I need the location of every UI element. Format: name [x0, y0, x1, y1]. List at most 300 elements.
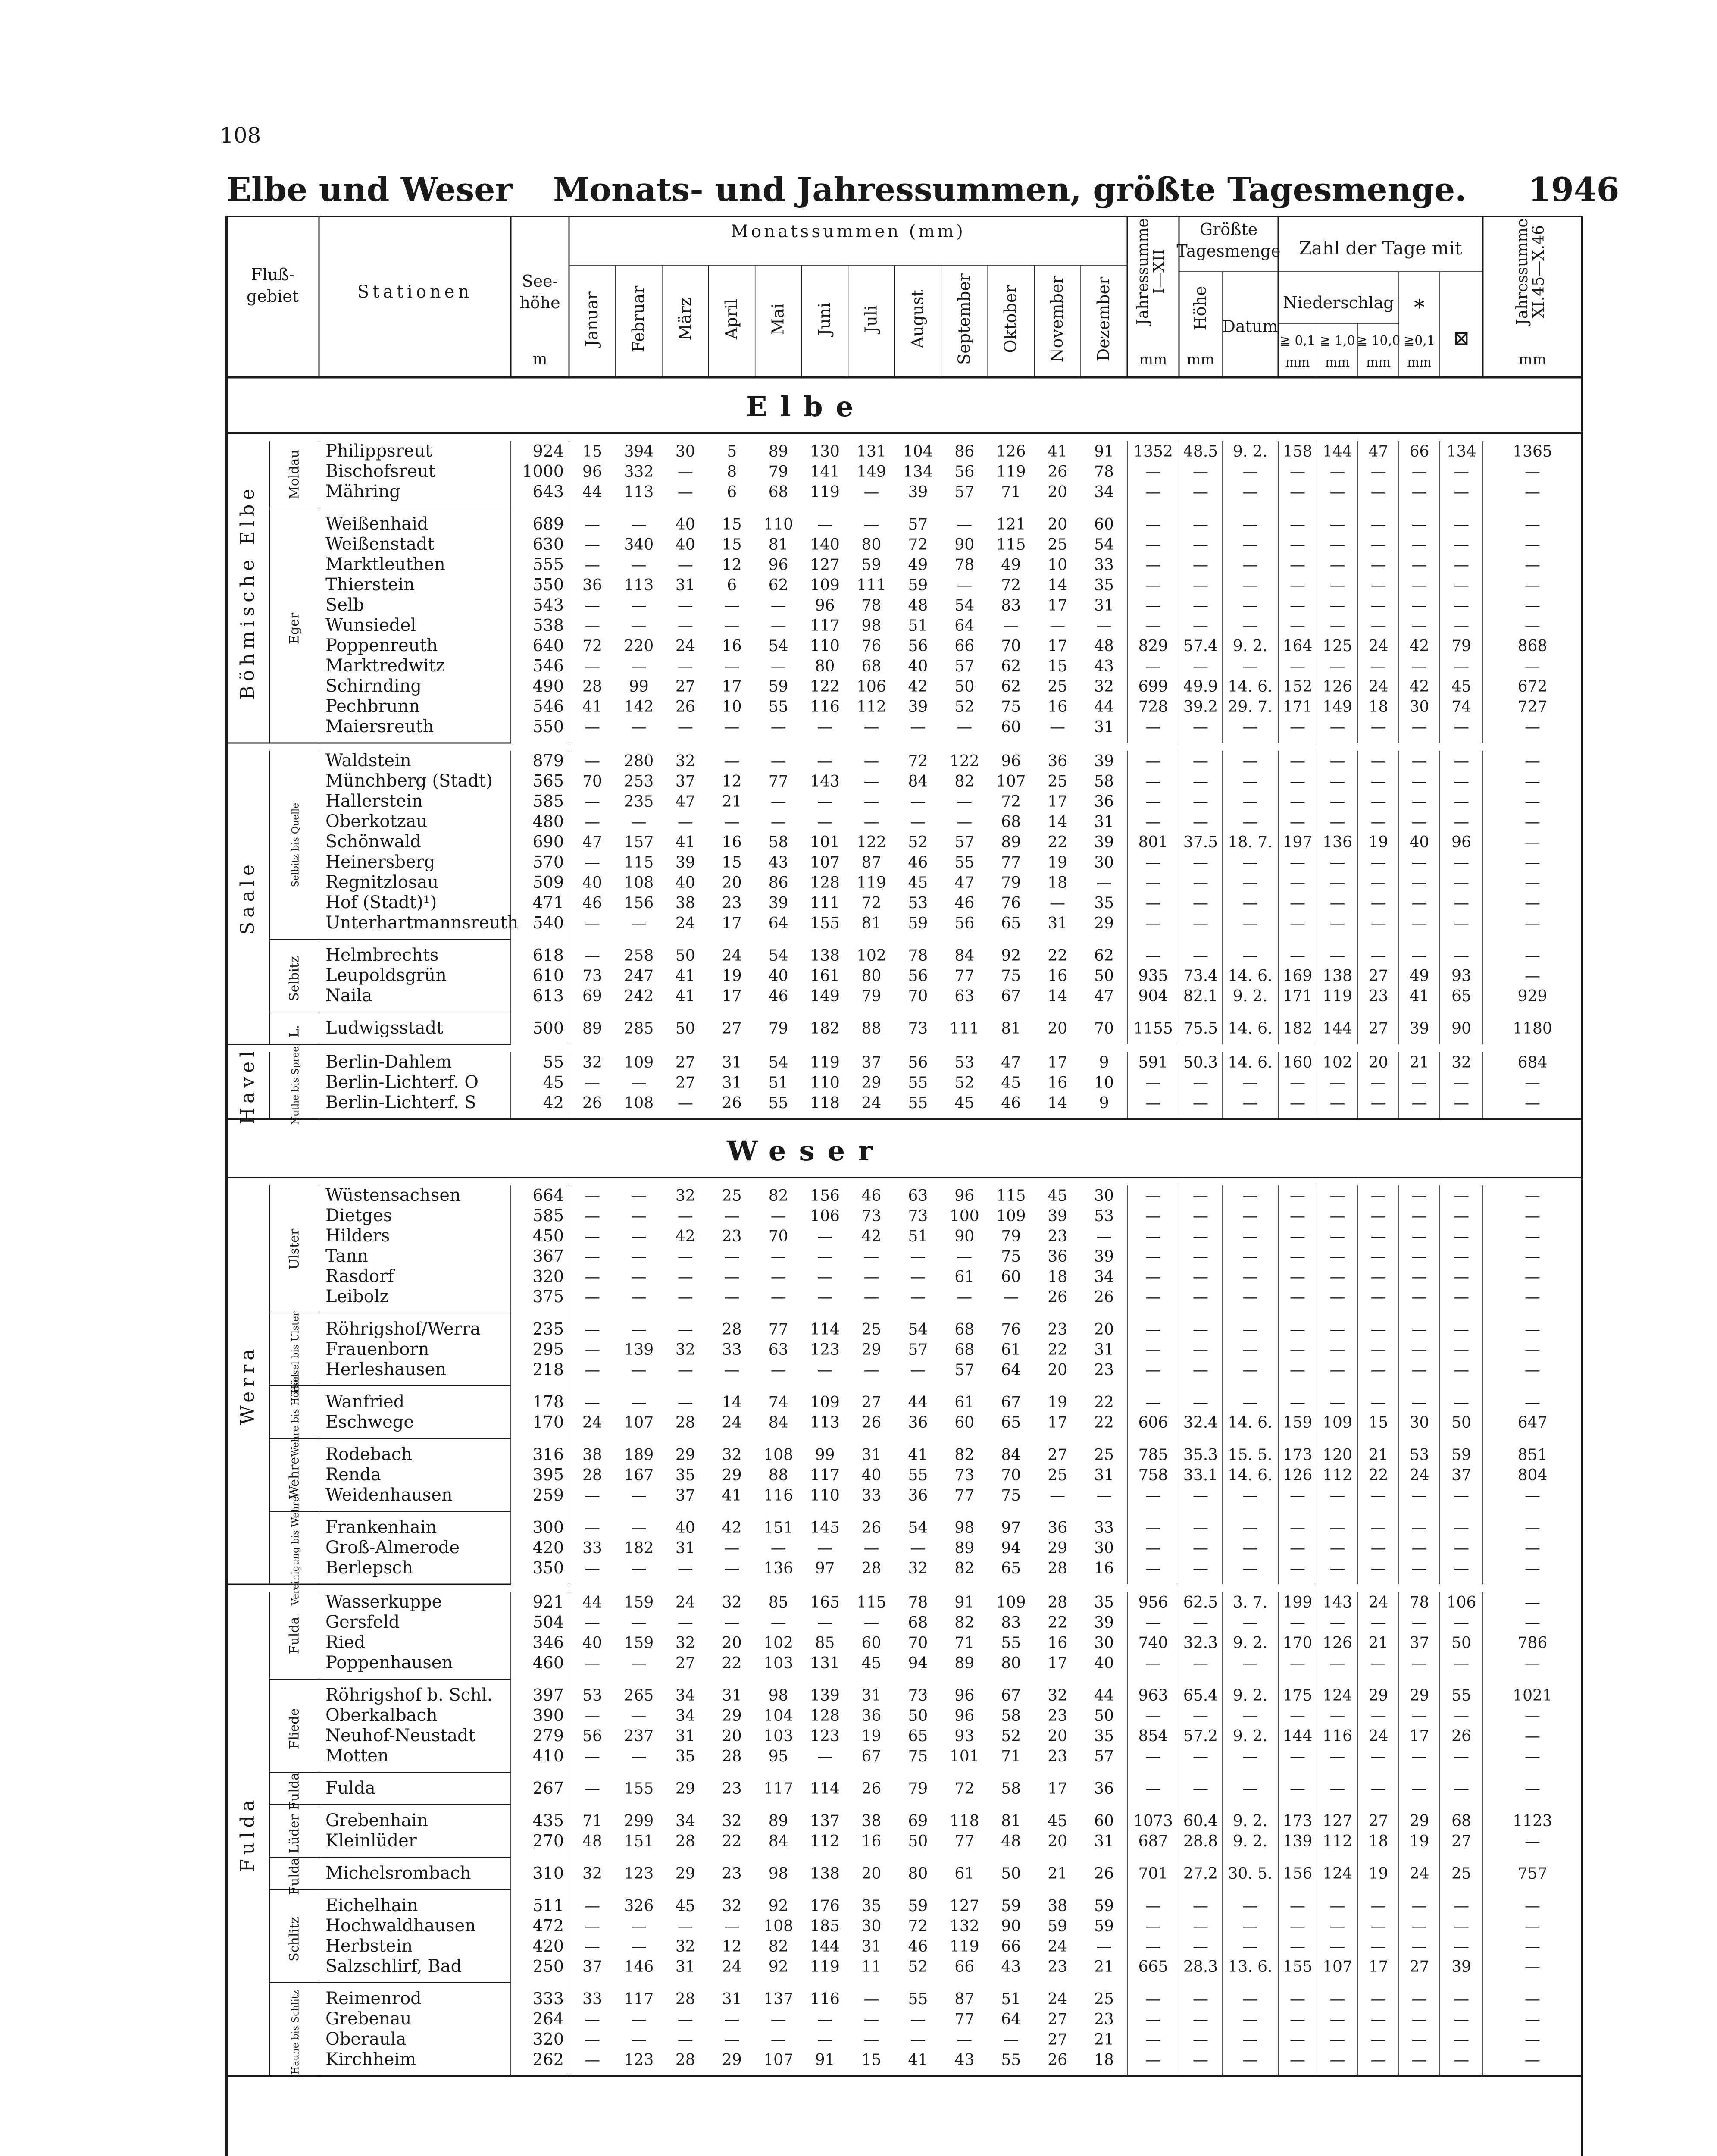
monthly-value: — — [770, 617, 786, 635]
monthly-value: 65 — [1001, 1560, 1021, 1577]
monthly-value: 17 — [722, 678, 742, 696]
station-elevation: 480 — [532, 812, 564, 831]
days-thunderstorm: — — [1454, 1187, 1469, 1205]
monthly-value: 107 — [996, 773, 1026, 790]
monthly-value: — — [724, 658, 740, 675]
monthly-value: — — [584, 915, 600, 932]
annual-sum: — — [1145, 1094, 1161, 1112]
monthly-value: 35 — [1094, 1727, 1114, 1745]
station-elevation: 538 — [532, 616, 564, 635]
monthly-value: 109 — [624, 1054, 654, 1072]
days-thunderstorm: — — [1454, 773, 1469, 790]
monthly-value: 77 — [768, 773, 788, 790]
days-ge-1-0: — — [1329, 1487, 1345, 1504]
hydrological-year-sum: — — [1525, 1207, 1540, 1225]
river-label: Fulda — [237, 1796, 259, 1872]
monthly-value: 91 — [815, 2051, 835, 2069]
monthly-value: — — [584, 1938, 600, 1955]
hydrological-year-sum: 929 — [1517, 987, 1548, 1005]
max-daily-amount: 32.4 — [1183, 1414, 1218, 1432]
days-ge-0-1: — — [1290, 1074, 1305, 1092]
monthly-value: 29 — [722, 1707, 742, 1725]
header-hoehe: Höhe — [1191, 286, 1210, 331]
days-thunderstorm: — — [1454, 658, 1469, 675]
monthly-value: 86 — [768, 874, 788, 892]
monthly-value: — — [677, 463, 693, 481]
days-ge-10-0: 24 — [1368, 678, 1389, 696]
monthly-value: 65 — [1001, 915, 1021, 932]
monthly-value: — — [1050, 718, 1066, 736]
station-name: Berlepsch — [325, 1558, 413, 1578]
header-month-label: Januar — [582, 291, 601, 347]
subbasin-label: Vereinigung bis Wehre — [290, 1496, 301, 1606]
max-daily-amount: 27.2 — [1183, 1865, 1218, 1883]
annual-sum: 854 — [1138, 1727, 1168, 1745]
monthly-value: — — [631, 1268, 647, 1286]
monthly-value: 73 — [908, 1020, 928, 1037]
monthly-value: 119 — [810, 1054, 840, 1072]
max-daily-date: — — [1242, 577, 1258, 594]
monthly-value: 58 — [1001, 1780, 1021, 1798]
monthly-value: 114 — [810, 1780, 840, 1798]
monthly-value: 121 — [996, 516, 1026, 533]
days-ge-1-0: — — [1329, 813, 1345, 831]
monthly-value: 96 — [582, 463, 602, 481]
monthly-value: 109 — [996, 1207, 1026, 1225]
hydrological-year-sum: 786 — [1517, 1634, 1548, 1652]
monthly-value: — — [957, 577, 973, 594]
days-ge-1-0: — — [1329, 718, 1345, 736]
days-ge-10-0: — — [1370, 483, 1386, 501]
monthly-value: — — [1050, 894, 1066, 912]
max-daily-date: — — [1242, 1938, 1258, 1955]
monthly-value: 50 — [908, 1707, 928, 1725]
max-daily-date: — — [1242, 556, 1258, 574]
station-name: Berlin-Dahlem — [325, 1052, 452, 1072]
days-ge-0-1: 164 — [1282, 637, 1313, 655]
monthly-value: 99 — [815, 1446, 835, 1464]
days-ge-1-0: 125 — [1323, 637, 1352, 655]
max-daily-date: — — [1242, 752, 1258, 770]
max-daily-amount: 57.2 — [1183, 1727, 1218, 1745]
days-ge-1-0: 144 — [1323, 1020, 1352, 1037]
monthly-value: 48 — [1094, 637, 1114, 655]
days-ge-10-0: — — [1370, 2051, 1386, 2069]
monthly-value: 24 — [722, 1958, 742, 1976]
monthly-value: 127 — [810, 556, 840, 574]
monthly-value: — — [817, 813, 833, 831]
days-thunderstorm: — — [1454, 2031, 1469, 2049]
days-ge-1-0: — — [1329, 1560, 1345, 1577]
monthly-value: 127 — [949, 1897, 979, 1915]
monthly-value: 52 — [954, 1074, 975, 1092]
monthly-value: 108 — [763, 1446, 793, 1464]
days-thunderstorm: — — [1454, 813, 1469, 831]
monthly-value: 16 — [1048, 1634, 1068, 1652]
monthly-value: 34 — [675, 1687, 695, 1705]
monthly-value: 24 — [1048, 1990, 1068, 2008]
hydrological-year-sum: — — [1525, 718, 1540, 736]
monthly-value: — — [584, 556, 600, 574]
monthly-value: 31 — [861, 1938, 882, 1955]
max-daily-date: 14. 6. — [1228, 678, 1273, 696]
monthly-value: — — [1096, 874, 1112, 892]
monthly-value: 41 — [1048, 443, 1068, 461]
max-daily-amount: — — [1193, 894, 1208, 912]
subbasin-label: Hörsel bis Ulster — [290, 1311, 301, 1394]
monthly-value: 59 — [908, 1897, 928, 1915]
hydrological-year-sum: — — [1525, 1361, 1540, 1379]
max-daily-date: 13. 6. — [1228, 1958, 1273, 1976]
monthly-value: 22 — [1048, 1614, 1068, 1632]
monthly-value: 62 — [1094, 947, 1114, 965]
monthly-value: 15 — [582, 443, 602, 461]
days-thunderstorm: — — [1454, 556, 1469, 574]
monthly-value: 52 — [908, 834, 928, 851]
annual-sum: — — [1145, 1655, 1161, 1672]
annual-sum: — — [1145, 1918, 1161, 1935]
days-snow: 24 — [1409, 1865, 1429, 1883]
monthly-value: 34 — [675, 1812, 695, 1830]
days-ge-10-0: — — [1370, 577, 1386, 594]
monthly-value: 59 — [1048, 1918, 1068, 1935]
monthly-value: 75 — [1001, 698, 1021, 716]
monthly-value: — — [863, 718, 879, 736]
max-daily-date: — — [1242, 1707, 1258, 1725]
monthly-value: 149 — [857, 463, 886, 481]
days-snow: — — [1411, 2031, 1427, 2049]
max-daily-date: — — [1242, 597, 1258, 614]
days-ge-1-0: — — [1329, 1938, 1345, 1955]
monthly-value: 55 — [768, 698, 788, 716]
monthly-value: — — [910, 793, 926, 811]
days-ge-10-0: 17 — [1368, 1958, 1389, 1976]
monthly-value: 31 — [1094, 1467, 1114, 1484]
days-ge-10-0: 21 — [1368, 1634, 1389, 1652]
monthly-value: 110 — [810, 1487, 840, 1504]
days-ge-1-0: — — [1329, 2031, 1345, 2049]
monthly-value: 115 — [857, 1594, 886, 1611]
days-snow: — — [1411, 556, 1427, 574]
monthly-value: — — [770, 597, 786, 614]
monthly-value: 46 — [908, 1938, 928, 1955]
annual-sum: 606 — [1138, 1414, 1168, 1432]
monthly-value: 72 — [861, 894, 882, 912]
monthly-value: 17 — [1048, 1780, 1068, 1798]
station-name: Renda — [325, 1465, 382, 1485]
monthly-value: 40 — [582, 874, 602, 892]
days-ge-0-1: — — [1290, 1187, 1305, 1205]
monthly-value: 84 — [768, 1833, 788, 1850]
days-ge-10-0: 19 — [1368, 834, 1389, 851]
monthly-value: 299 — [624, 1812, 654, 1830]
station-elevation: 450 — [532, 1226, 564, 1245]
monthly-value: 41 — [722, 1487, 742, 1504]
monthly-value: 45 — [1048, 1187, 1068, 1205]
monthly-value: 68 — [861, 658, 882, 675]
station-name: Groß-Almerode — [325, 1538, 460, 1557]
monthly-value: 55 — [908, 1094, 928, 1112]
station-elevation: 264 — [532, 2009, 564, 2028]
max-daily-date: 9. 2. — [1232, 987, 1268, 1005]
monthly-value: — — [631, 1487, 647, 1504]
monthly-value: — — [584, 1288, 600, 1306]
monthly-value: 21 — [1048, 1865, 1068, 1883]
monthly-value: 62 — [768, 577, 788, 594]
station-elevation: 420 — [532, 1538, 564, 1557]
days-ge-10-0: 18 — [1368, 1833, 1389, 1850]
station-name: Poppenhausen — [325, 1653, 453, 1673]
max-daily-date: — — [1242, 1560, 1258, 1577]
hydrological-year-sum: 804 — [1517, 1467, 1548, 1484]
station-elevation: 170 — [532, 1413, 564, 1432]
monthly-value: 67 — [1001, 1687, 1021, 1705]
days-thunderstorm: — — [1454, 2051, 1469, 2069]
monthly-value: 56 — [954, 915, 975, 932]
monthly-value: 80 — [908, 1865, 928, 1883]
days-snow: 37 — [1409, 1634, 1429, 1652]
monthly-value: 31 — [1094, 813, 1114, 831]
monthly-value: 26 — [1048, 463, 1068, 481]
max-daily-date: — — [1242, 793, 1258, 811]
monthly-value: — — [724, 718, 740, 736]
monthly-value: — — [584, 1780, 600, 1798]
max-daily-amount: — — [1193, 1990, 1208, 2008]
monthly-value: 55 — [954, 854, 975, 871]
monthly-value: 37 — [675, 773, 695, 790]
monthly-value: 54 — [954, 597, 975, 614]
days-ge-1-0: — — [1329, 1321, 1345, 1338]
annual-sum: — — [1145, 1519, 1161, 1537]
max-daily-amount: — — [1193, 1074, 1208, 1092]
monthly-value: 23 — [1048, 1748, 1068, 1765]
monthly-value: 50 — [954, 678, 975, 696]
days-snow: 29 — [1409, 1812, 1429, 1830]
monthly-value: 40 — [908, 658, 928, 675]
station-name: Schirnding — [325, 676, 422, 696]
days-thunderstorm: — — [1454, 1519, 1469, 1537]
days-ge-1-0: — — [1329, 1361, 1345, 1379]
monthly-value: 67 — [1001, 1394, 1021, 1411]
max-daily-date: — — [1242, 2031, 1258, 2049]
monthly-value: 28 — [582, 1467, 602, 1484]
monthly-value: 21 — [1094, 2031, 1114, 2049]
max-daily-amount: — — [1193, 1560, 1208, 1577]
monthly-value: 65 — [1001, 1414, 1021, 1432]
monthly-value: 23 — [1048, 1958, 1068, 1976]
days-thunderstorm: — — [1454, 1487, 1469, 1504]
monthly-value: 59 — [908, 915, 928, 932]
monthly-value: 87 — [861, 854, 882, 871]
monthly-value: 122 — [810, 678, 840, 696]
station-elevation: 420 — [532, 1937, 564, 1955]
monthly-value: 50 — [908, 1833, 928, 1850]
max-daily-amount: — — [1193, 1487, 1208, 1504]
days-ge-1-0: — — [1329, 658, 1345, 675]
days-ge-10-0: — — [1370, 1897, 1386, 1915]
annual-sum: — — [1145, 915, 1161, 932]
days-ge-10-0: — — [1370, 2031, 1386, 2049]
monthly-value: — — [863, 1288, 879, 1306]
monthly-value: 48 — [1001, 1833, 1021, 1850]
annual-sum: — — [1145, 1228, 1161, 1245]
monthly-value: 79 — [908, 1780, 928, 1798]
subbasin-label: Eger — [287, 612, 302, 645]
monthly-value: — — [584, 1519, 600, 1537]
max-daily-amount: — — [1193, 1187, 1208, 1205]
days-ge-10-0: — — [1370, 915, 1386, 932]
monthly-value: 96 — [954, 1707, 975, 1725]
station-name: Hallerstein — [325, 791, 423, 811]
station-elevation: 178 — [532, 1392, 564, 1411]
days-ge-10-0: — — [1370, 854, 1386, 871]
header-threshold-unit: mm — [1325, 355, 1350, 370]
max-daily-amount: 39.2 — [1183, 698, 1218, 716]
monthly-value: — — [584, 1341, 600, 1359]
monthly-value: 27 — [861, 1394, 882, 1411]
station-elevation: 690 — [532, 832, 564, 851]
monthly-value: 72 — [1001, 793, 1021, 811]
max-daily-amount: — — [1193, 1614, 1208, 1632]
monthly-value: 10 — [722, 698, 742, 716]
monthly-value: 78 — [861, 597, 882, 614]
days-ge-1-0: — — [1329, 1228, 1345, 1245]
max-daily-date: — — [1242, 1248, 1258, 1266]
monthly-value: 55 — [908, 1990, 928, 2008]
monthly-value: 27 — [722, 1020, 742, 1037]
max-daily-date: — — [1242, 1990, 1258, 2008]
monthly-value: 60 — [1094, 1812, 1114, 1830]
station-elevation: 640 — [532, 636, 564, 655]
monthly-value: 107 — [810, 854, 840, 871]
annual-sum: — — [1145, 536, 1161, 554]
max-daily-date: 15. 5. — [1228, 1446, 1273, 1464]
section-title: Elbe und Weser — [226, 170, 513, 209]
days-thunderstorm: — — [1454, 1990, 1469, 2008]
monthly-value: 62 — [1001, 658, 1021, 675]
header-month-label: August — [908, 290, 927, 348]
monthly-value: 35 — [1094, 894, 1114, 912]
monthly-value: — — [584, 536, 600, 554]
station-name: Tann — [325, 1246, 368, 1266]
days-snow: — — [1411, 1394, 1427, 1411]
station-name: Berlin-Lichterf. O — [325, 1072, 479, 1092]
annual-sum: 1352 — [1133, 443, 1173, 461]
monthly-value: 16 — [1048, 967, 1068, 985]
monthly-value: 31 — [722, 1074, 742, 1092]
header-datum: Datum — [1222, 317, 1278, 336]
max-daily-amount: 65.4 — [1183, 1687, 1218, 1705]
monthly-value: — — [1096, 1228, 1112, 1245]
monthly-value: — — [677, 1288, 693, 1306]
days-thunderstorm: — — [1454, 915, 1469, 932]
station-elevation: 630 — [532, 535, 564, 554]
monthly-value: 40 — [675, 874, 695, 892]
hydrological-year-sum: — — [1525, 1228, 1540, 1245]
days-snow: — — [1411, 2011, 1427, 2028]
days-ge-0-1: — — [1290, 1321, 1305, 1338]
header-groesste: Größte — [1199, 220, 1258, 239]
monthly-value: 57 — [908, 1341, 928, 1359]
station-elevation: 618 — [532, 946, 564, 965]
days-snow: 49 — [1409, 967, 1429, 985]
days-snow: — — [1411, 854, 1427, 871]
monthly-value: 51 — [908, 617, 928, 635]
header-threshold: ≧ 10,0 — [1356, 333, 1401, 348]
monthly-value: 64 — [1001, 2011, 1021, 2028]
monthly-value: 47 — [954, 874, 975, 892]
days-ge-10-0: — — [1370, 1990, 1386, 2008]
monthly-value: — — [817, 2011, 833, 2028]
monthly-value: 113 — [624, 483, 654, 501]
max-daily-date: 14. 6. — [1228, 1054, 1273, 1072]
days-ge-1-0: — — [1329, 617, 1345, 635]
monthly-value: — — [677, 658, 693, 675]
station-name: Hilders — [325, 1226, 390, 1246]
monthly-value: — — [584, 1918, 600, 1935]
monthly-value: — — [817, 2031, 833, 2049]
hydrological-year-sum: — — [1525, 577, 1540, 594]
monthly-value: 12 — [722, 556, 742, 574]
days-snow: — — [1411, 1487, 1427, 1504]
days-thunderstorm: 50 — [1451, 1634, 1471, 1652]
max-daily-amount: 75.5 — [1183, 1020, 1218, 1037]
monthly-value: — — [770, 813, 786, 831]
monthly-value: 97 — [1001, 1519, 1021, 1537]
year-title: 1946 — [1528, 170, 1620, 209]
annual-sum: 1073 — [1133, 1812, 1173, 1830]
monthly-value: 119 — [996, 463, 1026, 481]
monthly-value: 280 — [624, 752, 654, 770]
monthly-value: 76 — [861, 637, 882, 655]
days-ge-1-0: — — [1329, 463, 1345, 481]
days-ge-1-0: 126 — [1323, 678, 1352, 696]
annual-sum: 728 — [1138, 698, 1168, 716]
monthly-value: 44 — [582, 483, 602, 501]
days-ge-10-0: — — [1370, 1487, 1386, 1504]
header-flussgebiet: Fluß- — [250, 265, 295, 284]
monthly-value: — — [724, 2031, 740, 2049]
days-thunderstorm: — — [1454, 1361, 1469, 1379]
days-ge-1-0: 109 — [1323, 1414, 1352, 1432]
precipitation-table — [224, 216, 1586, 2156]
station-elevation: 395 — [532, 1465, 564, 1484]
monthly-value: — — [584, 2031, 600, 2049]
days-snow: 41 — [1409, 987, 1429, 1005]
monthly-value: — — [584, 1487, 600, 1504]
annual-sum: — — [1145, 2051, 1161, 2069]
days-snow: — — [1411, 658, 1427, 675]
monthly-value: 64 — [768, 915, 788, 932]
station-elevation: 504 — [532, 1613, 564, 1632]
monthly-value: 102 — [857, 947, 886, 965]
station-name: Grebenau — [325, 2009, 412, 2029]
monthly-value: 28 — [861, 1560, 882, 1577]
days-ge-10-0: 20 — [1368, 1054, 1389, 1072]
days-snow: — — [1411, 463, 1427, 481]
monthly-value: 45 — [861, 1655, 882, 1672]
max-daily-date: 18. 7. — [1228, 834, 1273, 851]
monthly-value: 126 — [996, 443, 1026, 461]
days-ge-0-1: — — [1290, 2051, 1305, 2069]
monthly-value: 24 — [675, 915, 695, 932]
monthly-value: — — [631, 915, 647, 932]
monthly-value: — — [584, 2011, 600, 2028]
monthly-value: 70 — [1094, 1020, 1114, 1037]
header-jahressumme-2: Jahressumme — [1514, 218, 1531, 325]
monthly-value: 43 — [1094, 658, 1114, 675]
days-ge-0-1: — — [1290, 1228, 1305, 1245]
